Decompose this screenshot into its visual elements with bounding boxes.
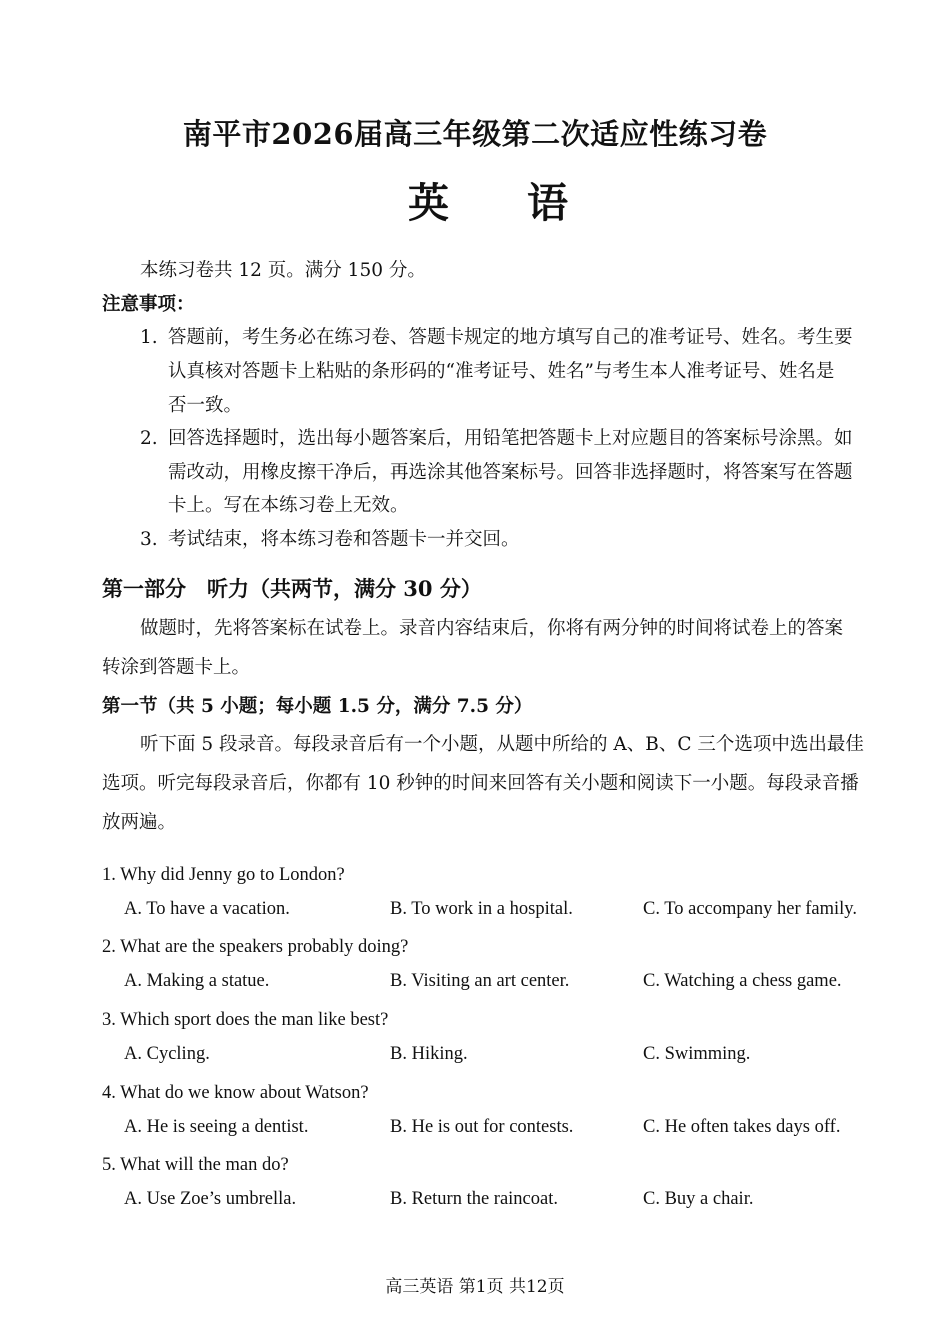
question-option: B. He is out for contests. — [390, 1117, 574, 1137]
question-option: C. To accompany her family. — [643, 899, 857, 919]
page-footer: 高三英语 第1页 共12页 — [385, 1277, 565, 1297]
question-option: B. Return the raincoat. — [390, 1189, 558, 1209]
part1-heading: 第一部分 听力（共两节，满分 30 分） — [102, 576, 482, 601]
note-number: 3. — [140, 529, 158, 550]
question-option: A. To have a vacation. — [124, 899, 290, 919]
note-line: 需改动，用橡皮擦干净后，再选涂其他答案标号。回答非选择题时，将答案写在答题 — [168, 462, 853, 483]
question-option: A. Cycling. — [124, 1044, 210, 1064]
question-stem: 5. What will the man do? — [102, 1155, 289, 1175]
subject-char-left: 英 — [408, 179, 449, 227]
subject-char-right: 语 — [527, 179, 568, 227]
question-option: A. Use Zoe’s umbrella. — [124, 1189, 297, 1209]
question-option: C. Buy a chair. — [643, 1189, 754, 1209]
question-option: C. Swimming. — [643, 1044, 751, 1064]
part1-instruction-line: 转涂到答题卡上。 — [102, 657, 251, 678]
section1-heading: 第一节（共 5 小题；每小题 1.5 分，满分 7.5 分） — [102, 696, 533, 717]
question-option: B. To work in a hospital. — [390, 899, 573, 919]
notes-heading: 注意事项： — [102, 294, 195, 315]
section1-instruction-line: 选项。听完每段录音后，你都有 10 秒钟的时间来回答有关小题和阅读下一小题。每段录音播 — [102, 773, 859, 794]
exam-title: 南平市2026届高三年级第二次适应性练习卷 — [182, 117, 768, 151]
note-item — [140, 528, 520, 552]
question-stem: 4. What do we know about Watson? — [102, 1083, 369, 1103]
note-line: 认真核对答题卡上粘贴的条形码的“准考证号、姓名”与考生本人准考证号、姓名是 — [168, 361, 835, 382]
note-number: 2. — [140, 428, 158, 449]
question-option: B. Hiking. — [390, 1044, 468, 1064]
question-option: C. He often takes days off. — [643, 1117, 841, 1137]
intro-text: 本练习卷共 12 页。满分 150 分。 — [140, 260, 426, 281]
question-option: C. Watching a chess game. — [643, 971, 842, 991]
note-item — [140, 326, 853, 350]
question-option: A. He is seeing a dentist. — [124, 1117, 309, 1137]
note-line: 卡上。写在本练习卷上无效。 — [168, 495, 409, 516]
note-line: 考试结束，将本练习卷和答题卡一并交回。 — [168, 529, 520, 550]
note-line: 回答选择题时，选出每小题答案后，用铅笔把答题卡上对应题目的答案标号涂黑。如 — [168, 428, 853, 449]
note-line: 否一致。 — [168, 395, 243, 416]
question-stem: 2. What are the speakers probably doing? — [102, 937, 409, 957]
note-item — [140, 427, 853, 451]
part1-instruction-line: 做题时，先将答案标在试卷上。录音内容结束后，你将有两分钟的时间将试卷上的答案 — [140, 618, 844, 639]
question-option: B. Visiting an art center. — [390, 971, 570, 991]
section1-instruction-line: 放两遍。 — [102, 812, 177, 833]
section1-instruction-line: 听下面 5 段录音。每段录音后有一个小题，从题中所给的 A、B、C 三个选项中选出最佳 — [140, 734, 864, 755]
question-option: A. Making a statue. — [124, 971, 270, 991]
question-stem: 3. Which sport does the man like best? — [102, 1010, 389, 1030]
note-line: 答题前，考生务必在练习卷、答题卡规定的地方填写自己的准考证号、姓名。考生要 — [168, 327, 853, 348]
note-number: 1. — [140, 327, 158, 348]
question-stem: 1. Why did Jenny go to London? — [102, 865, 345, 885]
